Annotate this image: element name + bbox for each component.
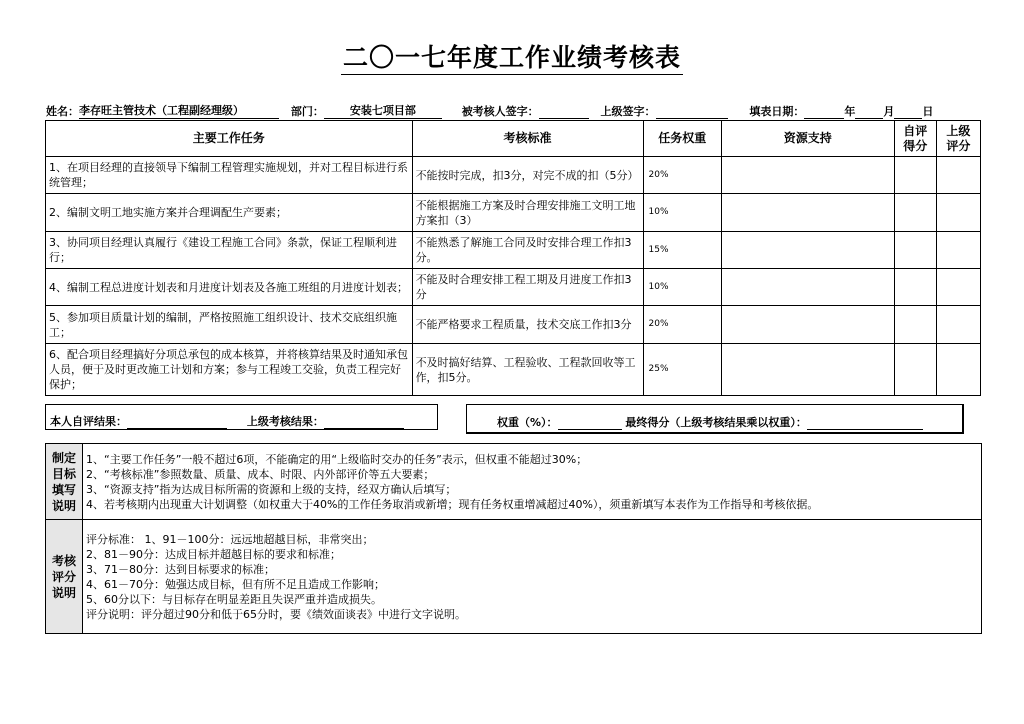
weight-cell: 20% bbox=[643, 306, 721, 344]
superior-score-cell[interactable] bbox=[936, 157, 980, 194]
superior-score-cell[interactable] bbox=[936, 306, 980, 344]
table-row bbox=[46, 269, 981, 306]
name-label: 姓名： bbox=[46, 105, 79, 118]
fill-line: 2、“考核标准”参照数量、质量、成本、时限、内外部评价等五大要素； bbox=[86, 467, 435, 481]
weight-cell: 20% bbox=[643, 157, 721, 194]
resources-cell[interactable] bbox=[721, 306, 894, 344]
year-label: 年 bbox=[844, 105, 856, 118]
fill-instructions-label: 制定目标填写说明 bbox=[46, 444, 83, 520]
superior-score-cell[interactable] bbox=[936, 232, 980, 269]
header-standard: 考核标准 bbox=[412, 121, 643, 157]
table-row bbox=[46, 157, 981, 194]
task-cell: 2、编制文明工地实施方案并合理调配生产要素； bbox=[46, 194, 413, 232]
superior-result-label: 上级考核结果： bbox=[246, 415, 324, 428]
score-instructions-label: 考核评分说明 bbox=[46, 520, 83, 634]
date-label: 填表日期： bbox=[749, 105, 805, 118]
assessee-sign-label: 被考核人签字： bbox=[461, 105, 539, 118]
resources-cell[interactable] bbox=[721, 194, 894, 232]
self-result-label: 本人自评结果： bbox=[50, 415, 127, 428]
task-cell: 4、编制工程总进度计划表和月进度计划表及各施工班组的月进度计划表； bbox=[46, 269, 413, 306]
table-row bbox=[46, 306, 981, 344]
name-field[interactable]: 李存旺主管技术（工程副经理级） bbox=[79, 102, 279, 119]
resources-cell[interactable] bbox=[721, 269, 894, 306]
standard-cell: 不能严格要求工程质量，技术交底工作扣3分 bbox=[412, 306, 643, 344]
score-line: 5、60分以下：与目标存在明显差距且失误严重并造成损失。 bbox=[86, 592, 382, 606]
notes-table bbox=[45, 443, 982, 634]
superior-score-cell[interactable] bbox=[936, 269, 980, 306]
score-line: 评分说明：评分超过90分和低于65分时，要《绩效面谈表》中进行文字说明。 bbox=[86, 607, 466, 621]
assessee-sign-field[interactable] bbox=[539, 106, 589, 119]
self-score-cell[interactable] bbox=[894, 269, 936, 306]
task-cell: 1、在项目经理的直接领导下编制工程管理实施规划，并对工程目标进行系统管理； bbox=[46, 157, 413, 194]
fill-line: 1、“主要工作任务”一般不超过6项，不能确定的用“上级临时交办的任务”表示，但权重不能超过30%； bbox=[86, 452, 588, 466]
header-weight: 任务权重 bbox=[643, 121, 721, 157]
superior-sign-field[interactable] bbox=[656, 106, 728, 119]
score-line: 4、61－70分：勉强达成目标，但有所不足且造成工作影响； bbox=[86, 577, 385, 591]
month-label: 月 bbox=[883, 105, 895, 118]
resources-cell[interactable] bbox=[721, 232, 894, 269]
dept-field[interactable]: 安装七项目部 bbox=[324, 102, 442, 119]
header-task: 主要工作任务 bbox=[46, 121, 413, 157]
weight-cell: 10% bbox=[643, 194, 721, 232]
score-instructions-row bbox=[46, 520, 982, 634]
weight-field[interactable] bbox=[558, 417, 622, 430]
fill-instructions-body bbox=[83, 444, 982, 520]
fill-line: 4、若考核期内出现重大计划调整（如权重大于40%的工作任务取消或新增；现有任务权重增减超过40%），须重新填写本表作为工作指导和考核依据。 bbox=[86, 497, 819, 511]
self-score-cell[interactable] bbox=[894, 157, 936, 194]
table-row bbox=[46, 344, 981, 396]
day-field[interactable] bbox=[894, 106, 922, 119]
self-score-cell[interactable] bbox=[894, 344, 936, 396]
score-line: 2、81－90分：达成目标并超越目标的要求和标准； bbox=[86, 547, 341, 561]
standard-cell: 不能及时合理安排工程工期及月进度工作扣3分 bbox=[412, 269, 643, 306]
weight-cell: 10% bbox=[643, 269, 721, 306]
fill-line: 3、“资源支持”指为达成目标所需的资源和上级的支持，经双方确认后填写； bbox=[86, 482, 457, 496]
final-score-label: 最终得分（上级考核结果乘以权重）： bbox=[625, 416, 807, 429]
self-score-cell[interactable] bbox=[894, 306, 936, 344]
self-score-cell[interactable] bbox=[894, 232, 936, 269]
resources-cell[interactable] bbox=[721, 157, 894, 194]
final-score-box bbox=[466, 404, 964, 434]
superior-score-cell[interactable] bbox=[936, 194, 980, 232]
final-score-field[interactable] bbox=[807, 417, 923, 430]
superior-score-cell[interactable] bbox=[936, 344, 980, 396]
month-field[interactable] bbox=[855, 106, 883, 119]
info-line bbox=[46, 102, 986, 119]
standard-cell: 不及时搞好结算、工程验收、工程款回收等工作，扣5分。 bbox=[412, 344, 643, 396]
score-instructions-body bbox=[83, 520, 982, 634]
standard-cell: 不能根据施工方案及时合理安排施工文明工地方案扣（3） bbox=[412, 194, 643, 232]
table-row bbox=[46, 194, 981, 232]
weight-cell: 25% bbox=[643, 344, 721, 396]
header-resources: 资源支持 bbox=[721, 121, 894, 157]
dept-label: 部门： bbox=[290, 105, 324, 118]
standard-cell: 不能熟悉了解施工合同及时安排合理工作扣3分。 bbox=[412, 232, 643, 269]
header-superior-score: 上级评分 bbox=[936, 121, 980, 157]
standard-cell: 不能按时完成，扣3分，对完不成的扣（5分） bbox=[412, 157, 643, 194]
weight-cell: 15% bbox=[643, 232, 721, 269]
score-line: 评分标准： 1、91－100分：远远地超越目标，非常突出； bbox=[86, 532, 374, 546]
page-title: 二〇一七年度工作业绩考核表 bbox=[0, 38, 1024, 74]
fill-instructions-row bbox=[46, 444, 982, 520]
task-cell: 5、参加项目质量计划的编制，严格按照施工组织设计、技术交底组织施工； bbox=[46, 306, 413, 344]
task-cell: 6、配合项目经理搞好分项总承包的成本核算，并将核算结果及时通知承包人员，便于及时更改施工计划和方案；参与工程竣工交验，负责工程完好保护； bbox=[46, 344, 413, 396]
self-result-field[interactable] bbox=[127, 416, 227, 429]
task-table bbox=[45, 120, 981, 396]
superior-sign-label: 上级签字： bbox=[600, 105, 656, 118]
year-field[interactable] bbox=[804, 106, 844, 119]
header-self-score: 自评得分 bbox=[894, 121, 936, 157]
superior-result-field[interactable] bbox=[324, 416, 404, 429]
self-result-box bbox=[45, 404, 438, 430]
day-label: 日 bbox=[922, 105, 934, 118]
resources-cell[interactable] bbox=[721, 344, 894, 396]
weight-label: 权重（%）： bbox=[497, 416, 558, 429]
self-score-cell[interactable] bbox=[894, 194, 936, 232]
task-cell: 3、协同项目经理认真履行《建设工程施工合同》条款，保证工程顺利进行； bbox=[46, 232, 413, 269]
table-row bbox=[46, 232, 981, 269]
score-line: 3、71－80分：达到目标要求的标准； bbox=[86, 562, 275, 576]
